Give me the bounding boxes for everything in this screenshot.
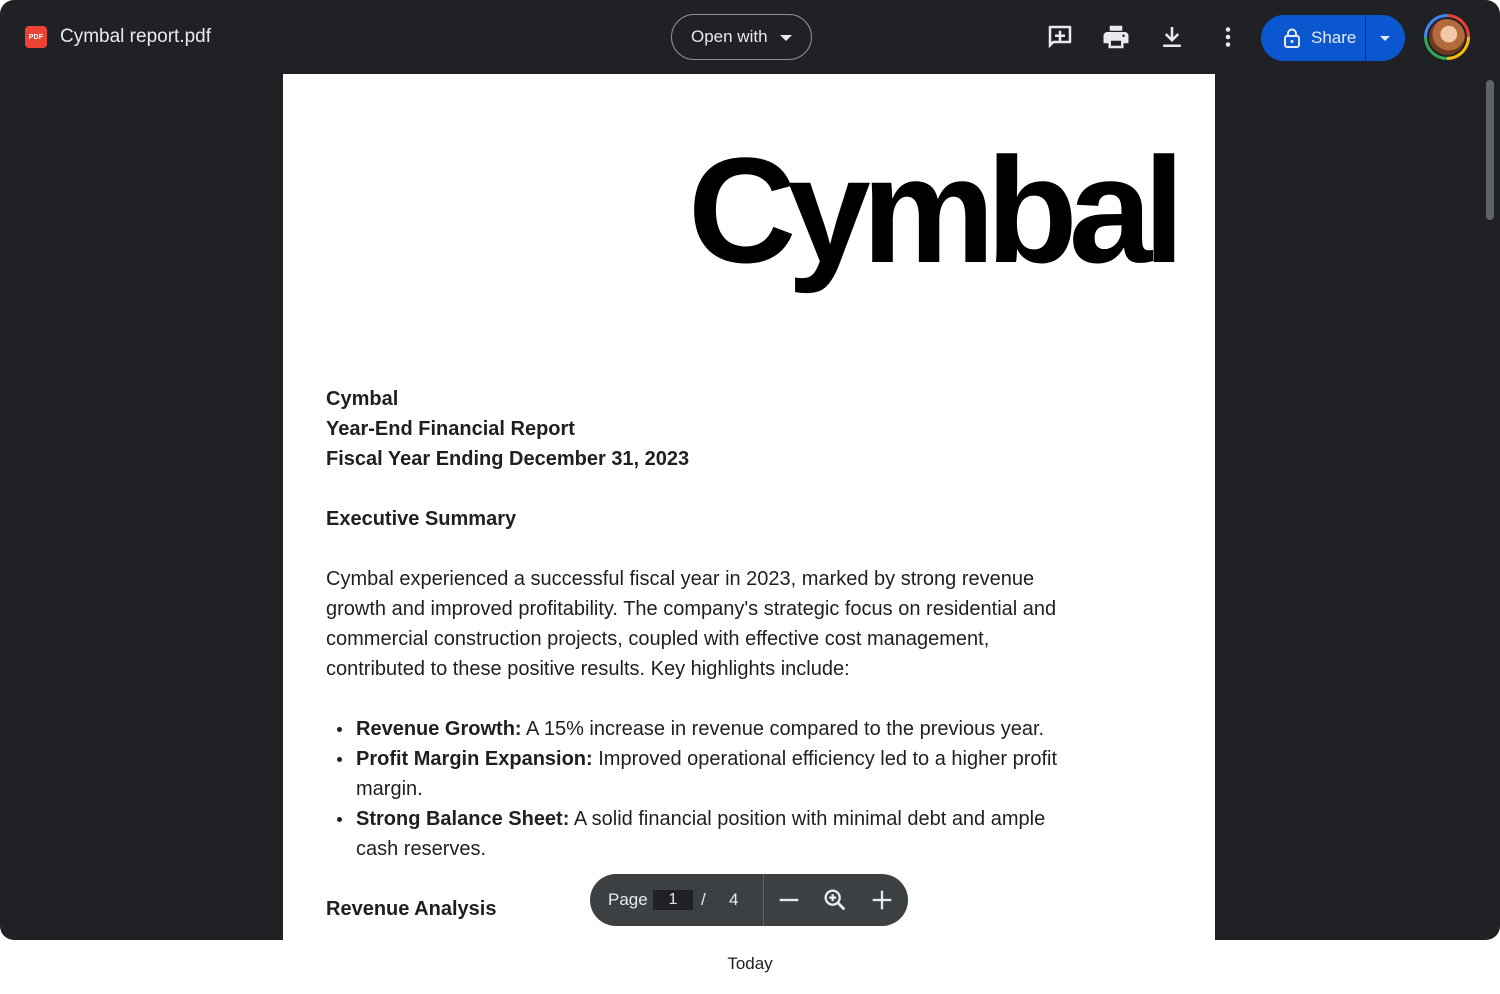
page-label: Page bbox=[608, 890, 648, 909]
open-with-button[interactable] bbox=[671, 14, 812, 60]
highlight-text: Improved operational efficiency led to a higher profit margin. bbox=[356, 748, 1058, 800]
account-avatar[interactable] bbox=[1424, 14, 1470, 60]
document-body bbox=[326, 384, 1086, 924]
highlight-label: Profit Margin Expansion: bbox=[356, 748, 593, 770]
print-icon[interactable] bbox=[1101, 22, 1131, 52]
list-item bbox=[326, 744, 1066, 804]
add-comment-icon[interactable] bbox=[1045, 22, 1075, 52]
date-caption: Today bbox=[727, 954, 773, 973]
cymbal-logo: Cymbal bbox=[688, 126, 1176, 294]
more-vert-icon[interactable] bbox=[1213, 22, 1243, 52]
lock-icon bbox=[1283, 28, 1301, 48]
pdf-file-icon: PDF bbox=[25, 26, 47, 48]
caret-down-icon bbox=[1380, 36, 1390, 41]
share-label: Share bbox=[1311, 28, 1357, 47]
page-number-input[interactable] bbox=[653, 890, 693, 910]
file-title: Cymbal report.pdf bbox=[60, 26, 212, 47]
pdf-page bbox=[283, 74, 1215, 940]
page-total: 4 bbox=[729, 890, 739, 909]
share-button[interactable] bbox=[1261, 15, 1365, 61]
plus-icon bbox=[868, 886, 896, 914]
vertical-scrollbar[interactable] bbox=[1486, 80, 1494, 220]
zoom-button[interactable] bbox=[821, 886, 849, 914]
highlight-label: Revenue Growth: bbox=[356, 718, 522, 740]
list-item bbox=[326, 714, 1066, 744]
chevron-down-icon bbox=[780, 35, 792, 41]
company-name: Cymbal bbox=[326, 388, 399, 410]
page-separator: / bbox=[701, 890, 706, 909]
share-options-button[interactable] bbox=[1366, 15, 1405, 61]
list-item bbox=[326, 804, 1066, 864]
zoom-out-button[interactable] bbox=[775, 886, 803, 914]
executive-summary-heading: Executive Summary bbox=[326, 508, 517, 530]
page-navigation-bar bbox=[590, 874, 908, 926]
open-with-label: Open with bbox=[691, 27, 768, 46]
top-bar bbox=[0, 0, 1500, 74]
highlights-list bbox=[326, 714, 1066, 864]
executive-summary-paragraph: Cymbal experienced a successful fiscal year in 2023, marked by strong revenue growth and improved profitability. The company's strategic focus on residential and commercial construction projects, coupled with effective cost management, contributed to these positive results. Key highlights include: bbox=[326, 568, 1057, 680]
highlight-text: A solid financial position with minimal debt and ample cash reserves. bbox=[356, 808, 1046, 860]
avatar-photo bbox=[1427, 17, 1467, 57]
pager-divider bbox=[763, 874, 764, 926]
zoom-icon bbox=[821, 886, 849, 914]
report-title: Year-End Financial Report bbox=[326, 418, 575, 440]
share-button-group bbox=[1261, 15, 1405, 61]
revenue-analysis-heading: Revenue Analysis bbox=[326, 898, 497, 920]
minus-icon bbox=[775, 886, 803, 914]
zoom-in-button[interactable] bbox=[868, 886, 896, 914]
highlight-text: A 15% increase in revenue compared to the previous year. bbox=[521, 718, 1045, 740]
highlight-label: Strong Balance Sheet: bbox=[356, 808, 570, 830]
fiscal-year-line: Fiscal Year Ending December 31, 2023 bbox=[326, 448, 690, 470]
download-icon[interactable] bbox=[1157, 22, 1187, 52]
